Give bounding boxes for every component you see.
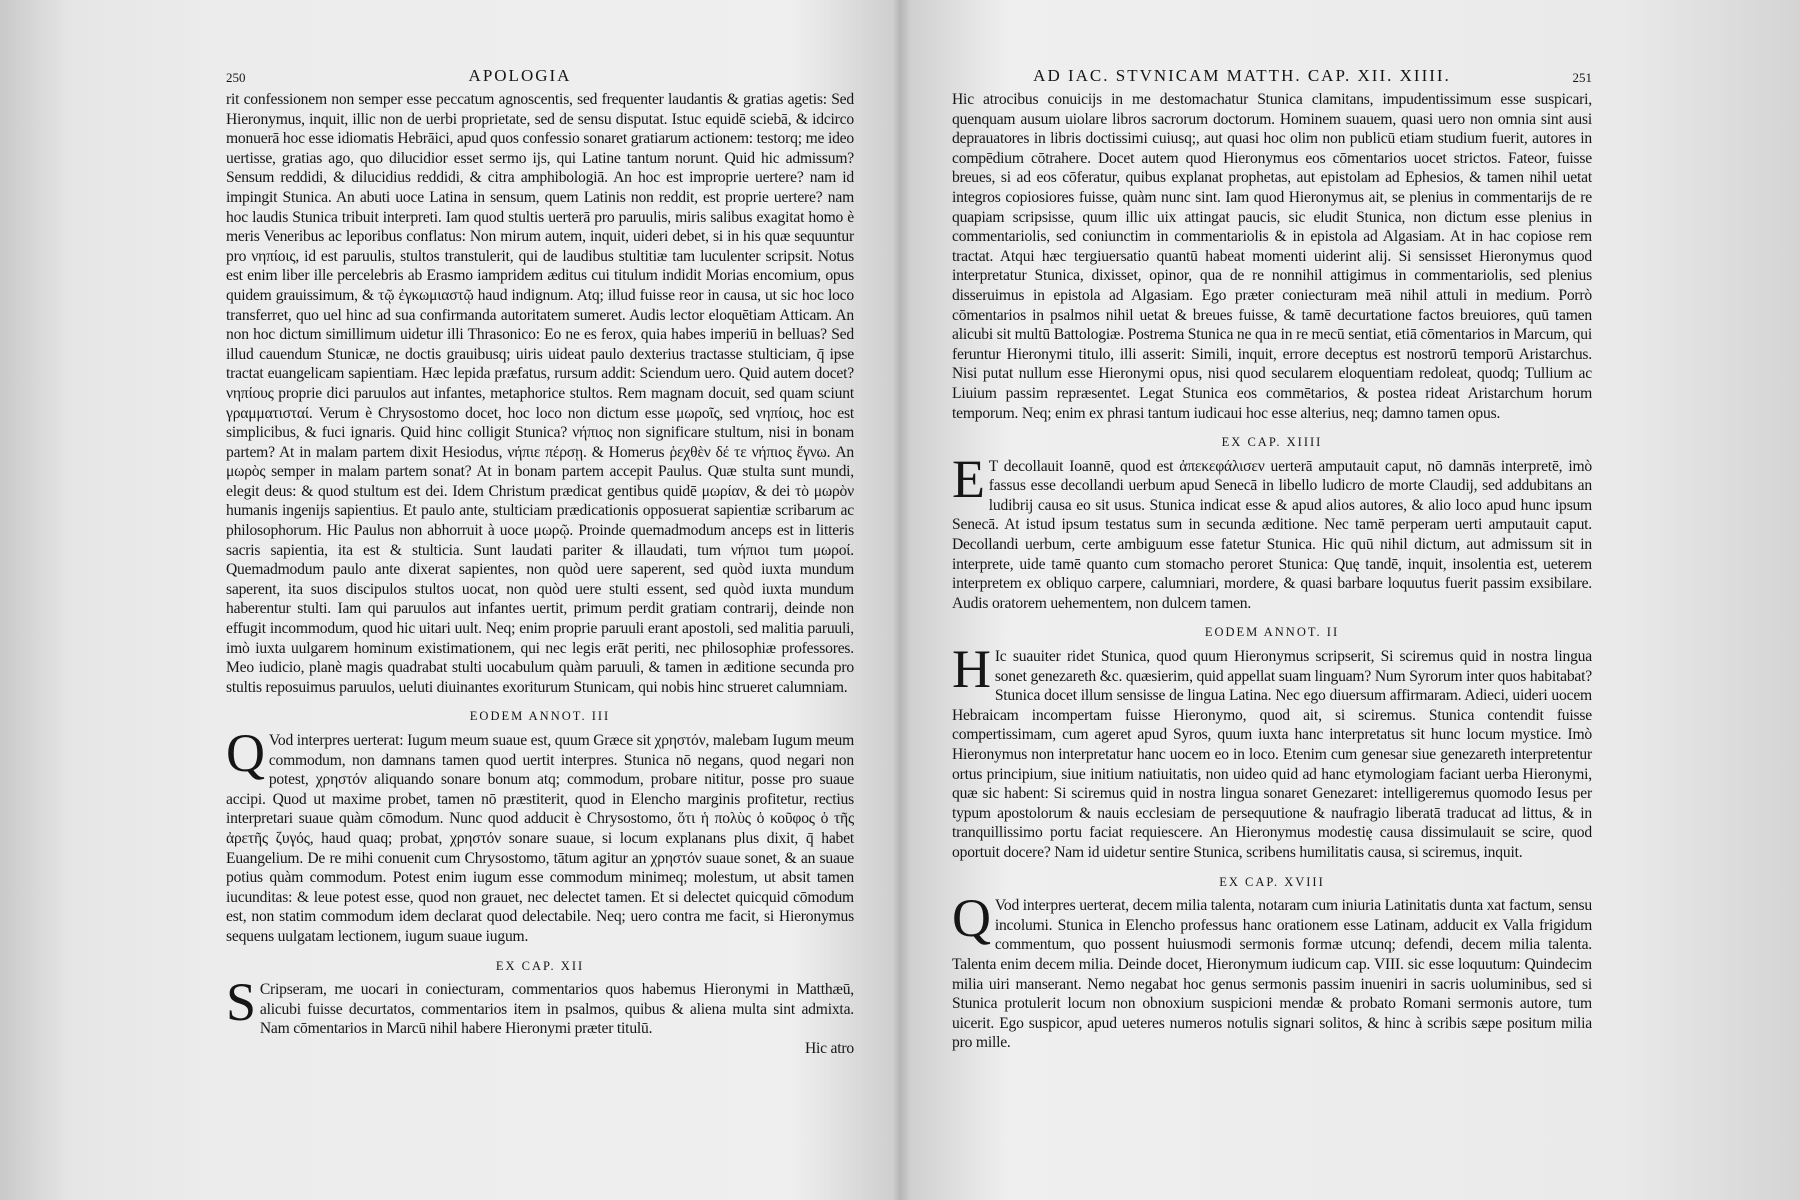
right-section2-heading: EODEM ANNOT. II [1204,625,1340,640]
left-section1-dropcap: Q [226,723,265,783]
catchword: Hic atro [804,1039,854,1057]
left-section2-heading: EX CAP. XII [495,958,585,973]
left-page-header [226,64,854,90]
right-section1-text: T decollauit Ioannē, quod est ἀπεκεφάλισεν uerterā amputauit caput, nō damnās interpretē, imò fassus esse decollandi uerbum apud Senecā in libello ludicro de morte Claudij, sed addubitans an ludibrij causa eo sit usus. Stunica indicat esse & apud alios autores, & alio loco apud hunc ipsum Senecā. At istud ipsum testatus sum in secunda æditione. Nec tamē perperam uerti amputauit caput. Decollandi uerbum, certe ambiguum esse fatetur Stunica. Hic quū nihil dictum, aut admissum sit in interprete, uide tamē quanto cum stomacho peroret Stunica: Quę tandē, inquit, insolentia est, ueterem interpretem ex obliquo carpere, calumniari, mordere, & quasi barbare loquutus fuerit passim exsibilare. Audis oratorem uehementem, non dulcem tamen. [952,457,1592,612]
right-page-header [952,64,1592,90]
right-opening-paragraph: Hic atrocibus conuicijs in me destomachatur Stunica clamitans, impudentissimum esse suspicari, quenquam ausum uiolare libros sacrorum doctorum. Hominem suauem, quasi uero non omnia sint ausi deprauatores in libris doctissimi cuiusq;, aut quasi hoc olim non publicū etiam studium fuerit, autores in compēdium cōtrahere. Docet autem quod Hieronymus eos cōmentarios uocet strictos. Fateor, fuisse breues, si ad eos cōferatur, quibus explanat prophetas, aut epistolam ad Ephesios, & tamen nihil uetat integros copiosiores fuisse, quàm nunc sint. Iam quod Hieronymus ait, se plenius in commentarijs de re quapiam scripsisse, quum illic uix attingat paucis, sic eludit Stunica, non dictum esse plenius in commentariolis, sed coniunctim in commentariolis & in epistola ad Algasiam. At in hac copiose rem tractat. Atqui hæc tergiuersatio quantū habeat momenti uiderint alij. Si sensisset Hieronymus quod interpretatur Stunica, dixisset, opinor, qua de re nonnihil attigimus in commentariolis, sed plenius disseruimus in epistola ad Algasiam. Ego præter coniecturam meā nihil attuli in medium. Porrò cōmentarios in psalmos nihil uetat & breues fuisse, & tamē decurtatione factos breuiores, quū tamen alicubi sit multū Battologiæ. Postrema Stunica ne qua in re mecū sentiat, etiā cōmentarios in Marcum, qui feruntur Hieronymi titulo, illi asserit: Simili, inquit, errore deceptus est nostrorū temporū Aristarchus. Nisi putat nullum esse Hieronymi opus, nisi quod secularem eloquentiam redoleat, quodq; Tullium ac Liuium passim repræsentet. Legat Stunica eos commētarios, & postea rideat Aristarchum horum temporum. Neq; enim ex phrasi tantum iudicaui hoc esse alterius, neq; damno tamen opus. [952,91,1592,422]
left-section2-paragraph [226,972,854,1039]
right-section1-heading: EX CAP. XIIII [1221,435,1323,450]
right-section1-paragraph [952,448,1592,614]
right-section2-dropcap: H [952,639,991,700]
left-section1-heading: EODEM ANNOT. III [469,709,611,724]
right-section3-text: Vod interpres uerterat, decem milia talenta, notaram cum iniuria Latinitatis dunta xat factum, sensu incolumi. Stunica in Elencho professus hanc orationem esse Latinam, adducit ex Valla frigidum commentum, quo possent huiusmodi sermonis formæ utcunq; defendi, decem milia talenta. Talenta enim decem milia. Deinde docet, Hieronymum iudicum cap. VIII. sic esse loquutum: Quindecim milia uiri manserant. Nemo negabat hoc genus sermonis passim inueniri in sacris uoluminibus, sed si Stunica protulerit locum non obnoxium suspicioni mendæ & probato Romani sermonis autore, tum uicerit. Ego suspicor, apud ueteres numeros notulis signari solitos, & hinc à scribis sæpe positum milia pro mille. [952,897,1593,1052]
right-section1-dropcap: E [952,448,985,509]
left-section2-dropcap: S [226,972,256,1033]
right-page-body [952,90,1592,1053]
right-page-number: 251 [1572,70,1592,85]
right-running-title: AD IAC. STVNICAM MATTH. CAP. XII. XIIII. [1033,66,1451,85]
left-section1-paragraph [226,723,854,947]
right-section2-paragraph [952,639,1592,863]
left-page-body [226,90,854,1059]
left-page [226,64,854,1164]
right-section2-text: Ic suauiter ridet Stunica, quod quum Hieronymus scripserit, Si sciremus quid in nostra lingua sonet genezareth &c. quæsierim, quid appellat suam linguam? Num Syrorum inter quos habitabat? Stunica docet illum sensisse de lingua Latina. Nec ego diuersum affirmaram. Adieci, uideri uocem Hebraicam incompertam fuisse Hieronymo, quod ait, si sciremus. Stunica contendit fuisse compertissimam, cum ageret apud Syros, quum iuxta hanc interpretatus sit hunc locum mystice. Imò Hieronymus non interpretatur hanc uocem eo in loco. Etenim cum genesar siue genezareth interpretentur ortus principium, siue initium natiuitatis, non uideo quid ad hanc etymologiam faciant uerba Hieronymi, quæ sic habent: Si sciremus quid in nostra lingua sonaret Genezaret: intelligeremus quomodo Iesus per typum apostolorum & nauis ecclesiam de persequutione & naufragio liberatā traducat ad littus, & in tranquillissimo portu faciat requiescere. An Hieronymus modestię causa dissimulauit se scire, quod oportuit docere? Nam id uidetur sentire Stunica, scribens humilitatis causa, si sciremus, inquit. [952,648,1592,861]
right-section3-dropcap: Q [952,888,991,949]
right-section3-heading: EX CAP. XVIII [1219,874,1325,889]
right-page [952,64,1592,1164]
left-page-number: 250 [226,70,246,85]
left-running-title: APOLOGIA [468,66,572,85]
left-section1-text: Vod interpres uerterat: Iugum meum suaue est, quum Græce sit χρηστόν, malebam Iugum meum commodum, non damnans tamen quod uertit interpres. Stunica nō negans, quod negari non potest, χρηστόν aliquando sonare bonum atq; commodum, probare nititur, posse pro suaue accipi. Quod ut maxime probet, tamen nō præstiterit, quod in Elencho marginis profitetur, rectius interpretari suaue quàm cōmodum. Nunc quod adducit è Chrysostomo, ὅτι ἡ πολὺς ὁ κοῦφος ὁ τῆς ἀρετῆς ζυγός, haud quaq; probat, χρηστόν sonare suaue, si locum explanans plus dixit, q̄ habet Euangelium. De re mihi conuenit cum Chrysostomo, tātum agitur an χρηστόν suaue sonet, & an suaue potius quàm commodum. Potest enim iugum esse commodum minimeq; molestum, ut absit tamen iucunditas: & leue potest esse, quod non grauet, nec delectet tamen. Et si delectet quicquid cōmodum est, non statim commodum idem declarat quod delectabile. Neq; uero contra me facit, si Hieronymus sequens uulgatam lectionem, iugum suaue iugum. [226,732,854,945]
right-section3-paragraph [952,888,1593,1053]
left-section2-text: Cripseram, me uocari in coniecturam, commentarios quos habemus Hieronymi in Matthæū, alicubi fuisse decurtatos, commentarios item in psalmos, quibus & aliena multa sint admixta. Nam cōmentarios in Marcū nihil habere Hieronymi præter titulū. [259,981,854,1038]
left-opening-paragraph: rit confessionem non semper esse peccatum agnoscentis, sed frequenter laudantis & gratias agetis: Sed Hieronymus, inquit, illic non de uerbi proprietate, sed de sensu disputat. Istuc equidē sciebā, & idcirco monuerā hoc esse idiomatis Hebrāici, apud quos confessio sonaret gratiarum actionem: testorq; me ideo uertisse, gratias ago, quo dilucidior esset sermo ijs, qui Latine tantum norunt. Quid hic admissum? Sensum reddidi, & dilucidius reddidi, & citra amphibologiā. An hoc est improprie uertere? nam id impingit Stunica. An abuti uoce Latina in sensum, quem Latinis non reddit, est proprie uertere? nam hoc laudis Stunica tribuit interpreti. Iam quod stultis uerterā pro paruulis, miris salibus exagitat homo è meris Veneribus ac leporibus conflatus: Non mirum autem, inquit, uideri debet, si in his quæ sequuntur pro νηπίοις, id est paruulis, stultos transtulerit, qui de laudibus stultitiæ tam luculenter scripsit. Notus est enim liber ille percelebris ab Erasmo iampridem æditus cui titulum indidit Morias encomium, opus quidem grauissimum, & τῷ ἐγκωμιαστῷ haud indignum. Atq; illud fuisse reor in causa, ut sic hoc loco transferret, quo uel hinc ad sua confirmanda autoritatem sumeret. Audis lector eloquētiam Atticam. An non hoc dictum simillimum uidetur illi Thrasonico: Eo ne es ferox, quia habes imperiū in belluas? Sed illud cauendum Stunicæ, ne doctis grauibusq; uiris uideat paulo dexterius tractasse stulticiam, q̄ ipse tractat euangelicam sapientiam. Hæc lepida præfatus, rursum addit: Sciendum uero. Quid autem docet? νηπίους proprie dici paruulos aut infantes, metaphorice stultos. Rem magnam docuit, sed quam sciunt γραμματισταί. Verum è Chrysostomo docet, hoc loco non dictum esse μωροῖς, sed νηπίοις, hoc est simplicibus, & fuci ignaris. Quid hinc colligit Stunica? νήπιος non significare stultum, nisi in bonam partem? At in malam partem dixit Hesiodus, νήπιε πέρσῃ. & Homerus ῥεχθὲν δέ τε νήπιος ἔγνω. An μωρὸς semper in malam partem sonat? At in bonam partem accepit Paulus. Quæ stulta sunt mundi, elegit deus: & quod stultum est dei. Idem Christum prædicat gentibus quidē μωρίαν, & dei τὸ μωρὸν humanis ingenijs sapientius. Et paulo ante, stulticiam prædicationis opposuerat sapientiæ scribarum ac philosophorum. Hic Paulus non abhorruit à uoce μωρῷ. Proinde quemadmodum anceps est in litteris sacris sapientia, ita est & stulticia. Sunt laudati pariter & illaudati, tum νήπιοι tum μωροί. Quemadmodum paulo ante dixerat sapientes, non quòd uere saperent, sed quòd iuxta mundum saperent, ita suos discipulos stultos uocat, non quòd uere stulti essent, sed quòd iuxta mundum haberentur stulti. Iam qui paruulos aut infantes uertit, primum perdit gratiam contrarij, deinde non effugit incommodum, quod hic uitari uult. Neq; enim proprie paruuli erant apostoli, sed malitia paruuli, imò iuxta uulgarem hominum existimationem, qui nec legis erāt periti, nec philosophiæ professores. Meo iudicio, planè magis quadrabat stulti uocabulum quàm paruuli, & tamen in æditione secunda pro stultis reposuimus paruulos, ueluti diuinantes exoriturum Stunicam, qui nobis hinc strueret calumniam. [226,91,854,696]
